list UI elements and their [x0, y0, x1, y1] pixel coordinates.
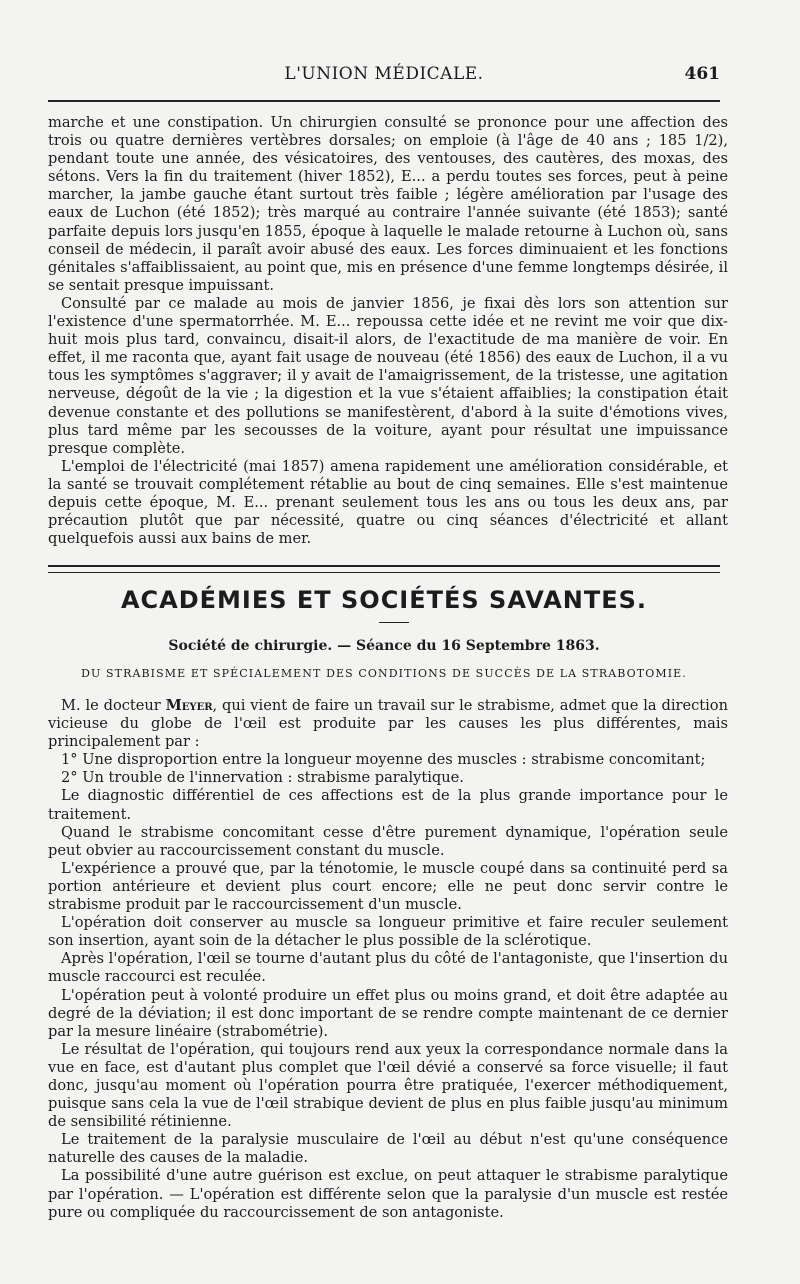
section-heading: ACADÉMIES ET SOCIÉTÉS SAVANTES. [120, 586, 648, 614]
intro-text [48, 114, 728, 548]
page-number: 461 [684, 64, 720, 84]
paragraph: L'opération doit conserver au muscle sa longueur primitive et faire reculer seulement son insertion, ayant soin de la détacher le plus possible de la sclérotique. [48, 914, 728, 950]
paragraph: L'emploi de l'électricité (mai 1857) amena rapidement une amélioration considérable, et la santé se trouvait complétement rétablie au bout de cinq semaines. Elle s'est maintenue depuis cette époque, M. E... prenant seulement tous les ans ou tous les deux ans, par précaution plutôt que par nécessité, quatre ou cinq séances d'électricité et allant quelquefois aussi aux bains de mer. [48, 457, 728, 548]
para-rest: , qui vient de faire un travail sur le strabisme, admet que la direction vicieuse du globe de l'œil est produite par les causes les plus différentes, mais principalement par : [48, 697, 728, 751]
article-body [48, 697, 728, 1222]
paragraph: Le diagnostic différentiel de ces affections est de la plus grande importance pour le traitement. [48, 787, 728, 823]
paragraph: La possibilité d'une autre guérison est exclue, on peut attaquer le strabisme paralytique par l'opération. — L'opération est différente selon que la paralysie d'un muscle est restée pure ou compliquée du raccourcissement de son antagoniste. [48, 1167, 728, 1221]
section-divider [48, 565, 720, 573]
paragraph: Consulté par ce malade au mois de janvier 1856, je fixai dès lors son attention sur l'existence d'une spermatorrhée. M. E... repoussa cette idée et ne revint me voir que dix-huit mois plus tard, convaincu, disait-il alors, de l'exactitude de ma manière de voir. En effet, il me raconta que, ayant fait usage de nouveau (été 1856) des eaux de Luchon, il a vu tous les symptômes s'aggraver; il y avait de l'amaigrissement, de la tristesse, une agitation nerveuse, dégoût de la vie ; la digestion et la vue s'étaient affaiblies; la constipation était devenue constante et des pollutions se manifestèrent, d'abord à la suite d'émotions vives, plus tard même par les secousses de la voiture, ayant pour résultat une impuissance presque complète. [48, 294, 728, 457]
paragraph: L'expérience a prouvé que, par la ténotomie, le muscle coupé dans sa continuité perd sa portion antérieure et devient plus court encore; elle ne peut donc servir contre le strabisme produit par le raccourcissement d'un muscle. [48, 859, 728, 914]
paragraph: marche et une constipation. Un chirurgien consulté se prononce pour une affection des trois ou quatre dernières vertèbres dorsales; on emploie (à l'âge de 40 ans ; 185 1/2), pendant toute une année, des vésicatoires, des ventouses, des cautères, des moxas, des sétons. Vers la fin du traitement (hiver 1852), E... a perdu toutes ses forces, peut à peine marcher, la jambe gauche étant surtout très faible ; légère amélioration par l'usage des eaux de Luchon (été 1852); très marqué au contraire l'année suivante (été 1853); santé parfaite depuis lors jusqu'en 1855, époque à laquelle le malade retourne à Luchon où, sans conseil de médecin, il paraît avoir abusé des eaux. Les forces diminuaient et les fonctions génitales s'affaiblissaient, au point que, mis en présence d'une femme longtemps désirée, il se sentait presque impuissant. [48, 114, 728, 294]
session-line: Société de chirurgie. — Séance du 16 Septembre 1863. [168, 638, 600, 654]
running-title: L'UNION MÉDICALE. [284, 64, 484, 84]
header-rule [48, 100, 720, 102]
paragraph: 2° Un trouble de l'innervation : strabisme paralytique. [61, 769, 464, 787]
paragraph: Le résultat de l'opération, qui toujours rend aux yeux la correspondance normale dans la vue en face, est d'autant plus complet que l'œil dévié a conservé sa force visuelle; il faut donc, jusqu'au moment où l'opération pourra être pratiquée, l'exercer méthodiquement, puisque sans cela la vue de l'œil strabique devient de plus en plus faible jusqu'au minimum de sensibilité rétinienne. [48, 1040, 728, 1131]
paragraph: Quand le strabisme concomitant cesse d'être purement dynamique, l'opération seule peut obvier au raccourcissement constant du muscle. [48, 823, 728, 859]
paragraph: Le traitement de la paralysie musculaire de l'œil au début n'est qu'une conséquence naturelle des causes de la maladie. [48, 1131, 728, 1167]
paragraph: Après l'opération, l'œil se tourne d'autant plus du côté de l'antagoniste, que l'insertion du muscle raccourci est reculée. [48, 950, 728, 986]
page-header [48, 64, 720, 90]
author-name: Meyer [165, 697, 213, 714]
paragraph: 1° Une disproportion entre la longueur moyenne des muscles : strabisme concomitant; [61, 751, 706, 769]
heading-rule [379, 622, 409, 623]
paragraph [48, 697, 728, 751]
paragraph: L'opération peut à volonté produire un effet plus ou moins grand, et doit être adaptée au degré de la déviation; il est donc important de se rendre compte maintenant de ce dernier par la mesure linéaire (strabométrie). [48, 986, 728, 1040]
article-title: DU STRABISME ET SPÉCIALEMENT DES CONDITIONS DE SUCCÈS DE LA STRABOTOMIE. [81, 667, 687, 680]
para-lead: M. le docteur [61, 697, 166, 714]
